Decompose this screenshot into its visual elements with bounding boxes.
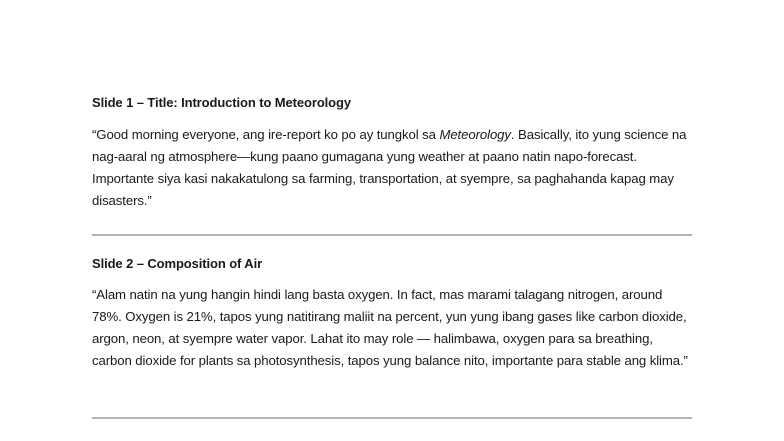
- slide-1-section: [92, 95, 692, 212]
- slide-2-section: [92, 256, 692, 372]
- slide-2-heading: Slide 2 – Composition of Air: [92, 256, 263, 271]
- slide-1-heading: Slide 1 – Title: Introduction to Meteorology: [92, 95, 351, 110]
- slide-1-text-after: . Basically, ito yung science na nag-aaral ng atmosphere—kung paano gumagana yung weather at paano natin napo-forecast. Importante siya kasi nakakatulong sa farming, transportation, at syempre, sa paghahanda kapag may disasters.”: [92, 127, 687, 208]
- section-divider: [92, 234, 692, 236]
- slide-1-text-before: “Good morning everyone, ang ire-report ko po ay tungkol sa: [92, 127, 440, 142]
- slide-2-script: “Alam natin na yung hangin hindi lang basta oxygen. In fact, mas marami talagang nitrogen, around 78%. Oxygen is 21%, tapos yung natitirang maliit na percent, yun yung ibang gases like carbon dioxide, argon, neon, at syempre water vapor. Lahat ito may role — halimbawa, oxygen para sa breathing, carbon dioxide for plants sa photosynthesis, tapos yung balance nito, importante para stable ang klima.”: [92, 287, 688, 368]
- slide-1-script: [92, 124, 692, 212]
- section-divider: [92, 417, 692, 419]
- slide-1-text-italic: Meteorology: [439, 127, 511, 142]
